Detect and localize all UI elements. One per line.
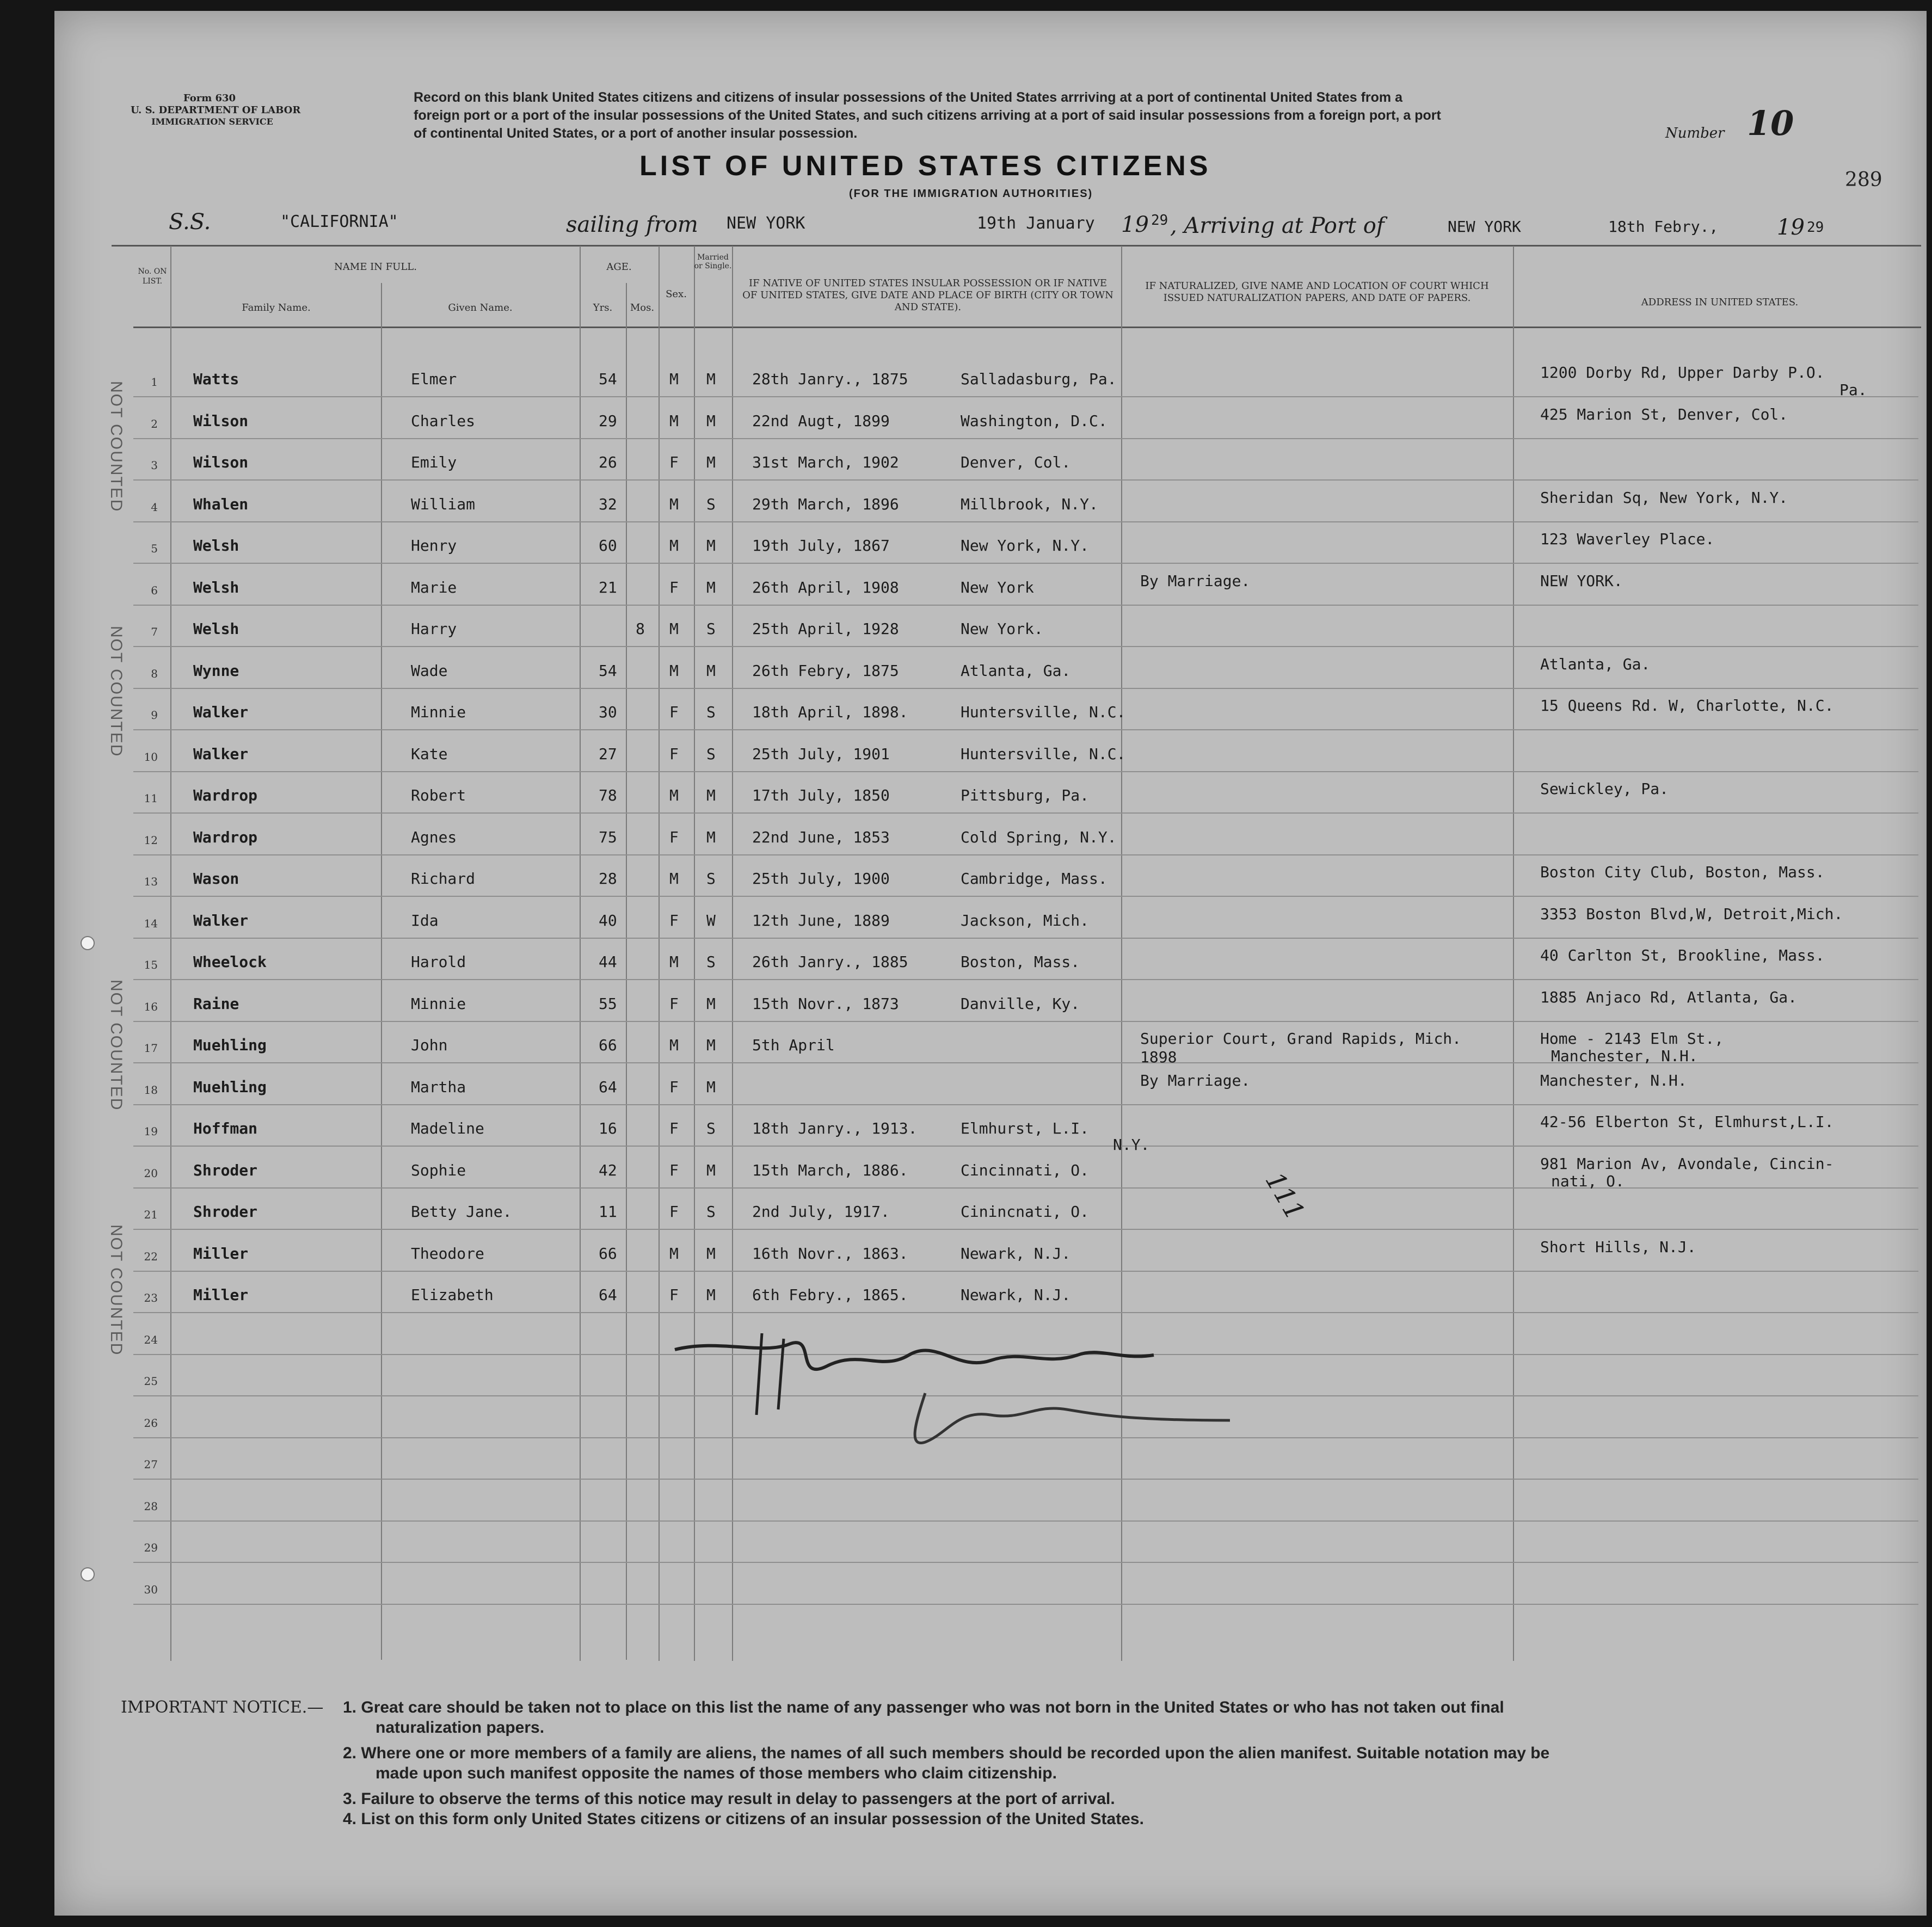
address: 1200 Dorby Rd, Upper Darby P.O. bbox=[1540, 364, 1825, 381]
sex: M bbox=[669, 953, 679, 971]
line-number: 28 bbox=[144, 1499, 158, 1513]
row-rule bbox=[133, 1271, 1918, 1272]
marital-status: M bbox=[706, 1161, 716, 1179]
age-years: 30 bbox=[599, 703, 617, 721]
sex: F bbox=[669, 453, 679, 471]
sex: F bbox=[669, 1161, 679, 1179]
marital-status: M bbox=[706, 1036, 716, 1054]
marital-status: S bbox=[706, 744, 716, 763]
family-name: Welsh bbox=[193, 620, 239, 638]
sailing-from-label: sailing from bbox=[566, 212, 698, 237]
line-number: 30 bbox=[144, 1583, 158, 1596]
row-rule bbox=[133, 688, 1918, 689]
row-rule bbox=[133, 729, 1918, 730]
sex: F bbox=[669, 1203, 679, 1221]
line-number: 6 bbox=[151, 583, 158, 597]
family-name: Miller bbox=[193, 1244, 249, 1263]
birth-place: Millbrook, N.Y. bbox=[961, 495, 1098, 513]
marital-status: M bbox=[706, 661, 716, 680]
line-number: 3 bbox=[151, 459, 158, 472]
col-given-name: Given Name. bbox=[448, 302, 513, 313]
sex: M bbox=[669, 661, 679, 680]
service-label: IMMIGRATION SERVICE bbox=[151, 116, 273, 127]
given-name: Henry bbox=[411, 537, 457, 555]
line-number: 1 bbox=[151, 375, 158, 389]
marital-status: S bbox=[706, 1119, 716, 1137]
line-number: 7 bbox=[151, 625, 158, 638]
age-years: 21 bbox=[599, 578, 617, 596]
notice-item-4: 4. List on this form only United States citizens or citizens of an insular possession of the United States. bbox=[343, 1810, 1144, 1828]
instructions-line-1: Record on this blank United States citizens and citizens of insular possessions of the United States arrriving at a port of continental United States from a bbox=[414, 90, 1402, 105]
sex: F bbox=[669, 703, 679, 721]
birth-date: 19th July, 1867 bbox=[752, 537, 890, 555]
row-rule bbox=[133, 1312, 1918, 1313]
row-rule bbox=[133, 396, 1918, 397]
birth-date: 15th March, 1886. bbox=[752, 1161, 908, 1179]
birth-place: New York bbox=[961, 578, 1034, 596]
age-years: 27 bbox=[599, 744, 617, 763]
naturalization: Superior Court, Grand Rapids, Mich. bbox=[1140, 1030, 1462, 1048]
marital-status: M bbox=[706, 411, 716, 430]
manifest-sheet bbox=[54, 11, 1927, 1916]
family-name: Shroder bbox=[193, 1203, 258, 1221]
family-name: Welsh bbox=[193, 537, 239, 555]
marital-status: M bbox=[706, 828, 716, 846]
col-address: ADDRESS IN UNITED STATES. bbox=[1641, 297, 1799, 308]
family-name: Wardrop bbox=[193, 786, 258, 804]
family-name: Wason bbox=[193, 870, 239, 888]
birth-date: 5th April bbox=[752, 1036, 835, 1054]
birth-place: Washington, D.C. bbox=[961, 411, 1107, 430]
family-name: Shroder bbox=[193, 1161, 258, 1179]
departure-year-prefix: 19 bbox=[1121, 212, 1149, 237]
marital-status: S bbox=[706, 495, 716, 513]
row-rule bbox=[133, 521, 1918, 522]
birth-date: 18th April, 1898. bbox=[752, 703, 908, 721]
age-years: 78 bbox=[599, 786, 617, 804]
age-years: 66 bbox=[599, 1244, 617, 1263]
sex: M bbox=[669, 495, 679, 513]
col-family-name: Family Name. bbox=[242, 302, 311, 313]
address: Short Hills, N.J. bbox=[1540, 1238, 1696, 1256]
col-divider bbox=[580, 246, 581, 1661]
sex: M bbox=[669, 870, 679, 888]
row-rule bbox=[133, 1187, 1918, 1189]
birth-place: Boston, Mass. bbox=[961, 953, 1080, 971]
given-name: Wade bbox=[411, 661, 448, 680]
age-years: 66 bbox=[599, 1036, 617, 1054]
page-subtitle: (FOR THE IMMIGRATION AUTHORITIES) bbox=[849, 188, 1093, 200]
family-name: Walker bbox=[193, 744, 249, 763]
line-number: 11 bbox=[144, 792, 158, 805]
age-years: 40 bbox=[599, 911, 617, 929]
address: 40 Carlton St, Brookline, Mass. bbox=[1540, 946, 1825, 964]
marital-status: M bbox=[706, 1286, 716, 1304]
notice-item-1: 1. Great care should be taken not to place on this list the name of any passenger who was not born in the United States or who has not taken out final bbox=[343, 1698, 1504, 1716]
birth-date: 25th July, 1901 bbox=[752, 744, 890, 763]
birth-place: Denver, Col. bbox=[961, 453, 1071, 471]
age-years: 42 bbox=[599, 1161, 617, 1179]
given-name: William bbox=[411, 495, 476, 513]
birth-date: 22nd June, 1853 bbox=[752, 828, 890, 846]
not-counted-stamp: NOT COUNTED bbox=[107, 980, 125, 1111]
line-number: 23 bbox=[144, 1291, 158, 1304]
given-name: Elizabeth bbox=[411, 1286, 494, 1304]
birth-date: 22nd Augt, 1899 bbox=[752, 411, 890, 430]
birth-place: Cincinnati, O. bbox=[961, 1161, 1090, 1179]
given-name: Emily bbox=[411, 453, 457, 471]
arrival-year-prefix: 19 bbox=[1777, 215, 1805, 240]
family-name: Wilson bbox=[193, 411, 249, 430]
departure-year: 29 bbox=[1151, 212, 1168, 229]
col-divider bbox=[170, 246, 171, 1661]
address-line-2: Pa. bbox=[1839, 381, 1867, 399]
family-name: Raine bbox=[193, 994, 239, 1013]
departure-port: NEW YORK bbox=[727, 214, 805, 233]
row-rule bbox=[133, 438, 1918, 439]
col-no-on-list: No. ON LIST. bbox=[138, 267, 167, 286]
line-number: 15 bbox=[144, 958, 158, 971]
given-name: Harold bbox=[411, 953, 466, 971]
col-divider bbox=[1513, 246, 1514, 1661]
birth-place: Jackson, Mich. bbox=[961, 911, 1090, 929]
birth-date: 26th April, 1908 bbox=[752, 578, 899, 596]
row-rule bbox=[133, 812, 1918, 814]
given-name: Minnie bbox=[411, 703, 466, 721]
age-years: 75 bbox=[599, 828, 617, 846]
col-name-in-full: NAME IN FULL. bbox=[334, 261, 417, 273]
age-years: 16 bbox=[599, 1119, 617, 1137]
marital-status: M bbox=[706, 370, 716, 388]
family-name: Miller bbox=[193, 1286, 249, 1304]
line-number: 14 bbox=[144, 916, 158, 930]
birth-date: 25th July, 1900 bbox=[752, 870, 890, 888]
line-number: 22 bbox=[144, 1249, 158, 1263]
address-line-2: Manchester, N.H. bbox=[1551, 1047, 1698, 1065]
marital-status: S bbox=[706, 703, 716, 721]
family-name: Watts bbox=[193, 370, 239, 388]
birth-place: Atlanta, Ga. bbox=[961, 661, 1071, 680]
marital-status: S bbox=[706, 953, 716, 971]
row-rule bbox=[133, 854, 1918, 855]
line-number: 21 bbox=[144, 1208, 158, 1221]
sex: F bbox=[669, 1286, 679, 1304]
line-number: 27 bbox=[144, 1458, 158, 1471]
naturalization-line-2: 1898 bbox=[1140, 1048, 1177, 1066]
family-name: Muehling bbox=[193, 1078, 267, 1096]
row-rule bbox=[133, 1562, 1918, 1563]
marital-status: S bbox=[706, 620, 716, 638]
family-name: Wynne bbox=[193, 661, 239, 680]
sex: M bbox=[669, 1036, 679, 1054]
age-years: 64 bbox=[599, 1286, 617, 1304]
birth-date: 31st March, 1902 bbox=[752, 453, 899, 471]
family-name: Wheelock bbox=[193, 953, 267, 971]
col-birth: IF NATIVE OF UNITED STATES INSULAR POSSESSION OR IF NATIVE OF UNITED STATES, GIVE DATE AND PLACE OF BIRTH (CITY OR TOWN AND STATE). bbox=[742, 278, 1113, 313]
punch-hole bbox=[81, 1567, 95, 1581]
row-rule bbox=[133, 979, 1918, 980]
punch-hole bbox=[81, 936, 95, 950]
line-number: 4 bbox=[151, 500, 158, 514]
given-name: Agnes bbox=[411, 828, 457, 846]
row-rule bbox=[133, 1021, 1918, 1022]
given-name: Martha bbox=[411, 1078, 466, 1096]
arrival-date: 18th Febry., bbox=[1608, 218, 1719, 236]
given-name: Robert bbox=[411, 786, 466, 804]
row-rule bbox=[133, 771, 1918, 772]
line-number: 13 bbox=[144, 875, 158, 888]
sex: F bbox=[669, 744, 679, 763]
marital-status: S bbox=[706, 870, 716, 888]
address: 42-56 Elberton St, Elmhurst,L.I. bbox=[1540, 1113, 1834, 1131]
line-number: 5 bbox=[151, 542, 158, 555]
address: 981 Marion Av, Avondale, Cincin- bbox=[1540, 1154, 1834, 1173]
birth-date: 2nd July, 1917. bbox=[752, 1203, 890, 1221]
row-rule bbox=[133, 896, 1918, 897]
age-years: 26 bbox=[599, 453, 617, 471]
row-rule bbox=[133, 646, 1918, 647]
number-value: 10 bbox=[1747, 103, 1794, 143]
age-years: 28 bbox=[599, 870, 617, 888]
age-years: 11 bbox=[599, 1203, 617, 1221]
given-name: Minnie bbox=[411, 994, 466, 1013]
sex: M bbox=[669, 411, 679, 430]
ship-name: "CALIFORNIA" bbox=[280, 212, 398, 231]
col-naturalized: IF NATURALIZED, GIVE NAME AND LOCATION OF COURT WHICH ISSUED NATURALIZATION PAPERS, AND DATE OF PAPERS. bbox=[1145, 280, 1489, 304]
department-label: U. S. DEPARTMENT OF LABOR bbox=[131, 104, 301, 116]
sex: M bbox=[669, 370, 679, 388]
age-years: 54 bbox=[599, 370, 617, 388]
age-years: 54 bbox=[599, 661, 617, 680]
birth-date: 29th March, 1896 bbox=[752, 495, 899, 513]
birth-place: Salladasburg, Pa. bbox=[961, 370, 1117, 388]
birth-date: 28th Janry., 1875 bbox=[752, 370, 908, 388]
address: NEW YORK. bbox=[1540, 571, 1623, 590]
family-name: Walker bbox=[193, 911, 249, 929]
naturalization: By Marriage. bbox=[1140, 1071, 1251, 1089]
row-rule bbox=[133, 605, 1918, 606]
row-rule bbox=[133, 1229, 1918, 1230]
line-number: 10 bbox=[144, 750, 158, 764]
family-name: Hoffman bbox=[193, 1119, 258, 1137]
birth-place: Cold Spring, N.Y. bbox=[961, 828, 1117, 846]
family-name: Walker bbox=[193, 703, 249, 721]
given-name: Ida bbox=[411, 911, 439, 929]
family-name: Welsh bbox=[193, 578, 239, 596]
birth-date: 16th Novr., 1863. bbox=[752, 1244, 908, 1263]
sex: F bbox=[669, 911, 679, 929]
marital-status: W bbox=[706, 911, 716, 929]
sex: M bbox=[669, 786, 679, 804]
sex: M bbox=[669, 620, 679, 638]
sex: F bbox=[669, 578, 679, 596]
row-rule bbox=[133, 1520, 1918, 1522]
address-line-2: nati, O. bbox=[1551, 1172, 1625, 1190]
given-name: Marie bbox=[411, 578, 457, 596]
line-number: 29 bbox=[144, 1541, 158, 1554]
birth-place: New York. bbox=[961, 620, 1043, 638]
address: Atlanta, Ga. bbox=[1540, 655, 1651, 673]
col-divider bbox=[626, 283, 627, 1660]
col-divider bbox=[381, 283, 382, 1660]
line-number: 24 bbox=[144, 1333, 158, 1346]
notice-item-2-cont: made upon such manifest opposite the names of those members who claim citizenship. bbox=[376, 1764, 1057, 1782]
table-top-rule bbox=[112, 245, 1921, 247]
given-name: Betty Jane. bbox=[411, 1203, 512, 1221]
birth-date: 6th Febry., 1865. bbox=[752, 1286, 908, 1304]
given-name: Theodore bbox=[411, 1244, 484, 1263]
given-name: Richard bbox=[411, 870, 476, 888]
number-label: Number bbox=[1665, 125, 1725, 141]
form-number: Form 630 bbox=[183, 93, 236, 104]
row-rule bbox=[133, 563, 1918, 564]
birth-date: 17th July, 1850 bbox=[752, 786, 890, 804]
birth-place: Elmhurst, L.I. bbox=[961, 1119, 1090, 1137]
line-number: 17 bbox=[144, 1042, 158, 1055]
given-name: Kate bbox=[411, 744, 448, 763]
row-rule bbox=[133, 1604, 1918, 1605]
row-rule bbox=[133, 1104, 1918, 1105]
sex: M bbox=[669, 537, 679, 555]
col-married-or-single: Married or Single. bbox=[694, 253, 732, 270]
instructions-line-3: of continental United States, or a port of another insular possession. bbox=[414, 126, 858, 141]
notice-item-2: 2. Where one or more members of a family are aliens, the names of all such members should be recorded upon the alien manifest. Suitable notation may be bbox=[343, 1744, 1550, 1762]
line-number: 9 bbox=[151, 709, 158, 722]
not-counted-stamp: NOT COUNTED bbox=[107, 1224, 125, 1356]
birth-date: 15th Novr., 1873 bbox=[752, 994, 899, 1013]
marital-status: M bbox=[706, 1078, 716, 1096]
marital-status: M bbox=[706, 994, 716, 1013]
given-name: Madeline bbox=[411, 1119, 484, 1137]
birth-date: 25th April, 1928 bbox=[752, 620, 899, 638]
birth-place: Pittsburg, Pa. bbox=[961, 786, 1090, 804]
given-name: John bbox=[411, 1036, 448, 1054]
arriving-label: , Arriving at Port of bbox=[1170, 213, 1385, 238]
age-years: 32 bbox=[599, 495, 617, 513]
address: Sewickley, Pa. bbox=[1540, 780, 1669, 798]
sex: M bbox=[669, 1244, 679, 1263]
marital-status: S bbox=[706, 1203, 716, 1221]
birth-place-line-2: N.Y. bbox=[1113, 1136, 1150, 1154]
birth-place: Huntersville, N.C. bbox=[961, 703, 1126, 721]
birth-place: Danville, Ky. bbox=[961, 994, 1080, 1013]
birth-place: Newark, N.J. bbox=[961, 1244, 1071, 1263]
col-yrs: Yrs. bbox=[593, 302, 613, 313]
notice-item-3: 3. Failure to observe the terms of this notice may result in delay to passengers at the port of arrival. bbox=[343, 1790, 1115, 1808]
address: 3353 Boston Blvd,W, Detroit,Mich. bbox=[1540, 904, 1843, 923]
sex: F bbox=[669, 994, 679, 1013]
line-number: 26 bbox=[144, 1416, 158, 1430]
line-number: 2 bbox=[151, 417, 158, 430]
marital-status: M bbox=[706, 578, 716, 596]
page-number: 289 bbox=[1845, 169, 1882, 191]
line-number: 12 bbox=[144, 833, 158, 847]
birth-date: 12th June, 1889 bbox=[752, 911, 890, 929]
birth-place: Cinincnati, O. bbox=[961, 1203, 1090, 1221]
age-years: 44 bbox=[599, 953, 617, 971]
col-mos: Mos. bbox=[630, 302, 655, 313]
birth-date: 26th Janry., 1885 bbox=[752, 953, 908, 971]
birth-place: Huntersville, N.C. bbox=[961, 744, 1126, 763]
given-name: Harry bbox=[411, 620, 457, 638]
family-name: Wardrop bbox=[193, 828, 258, 846]
line-number: 19 bbox=[144, 1125, 158, 1138]
given-name: Charles bbox=[411, 411, 476, 430]
header-bottom-rule bbox=[133, 327, 1921, 328]
address: Manchester, N.H. bbox=[1540, 1071, 1687, 1089]
notice-heading: IMPORTANT NOTICE.— bbox=[121, 1698, 324, 1717]
row-rule bbox=[133, 938, 1918, 939]
address: Home - 2143 Elm St., bbox=[1540, 1030, 1724, 1048]
line-number: 18 bbox=[144, 1083, 158, 1097]
marital-status: M bbox=[706, 786, 716, 804]
col-age: AGE. bbox=[606, 261, 632, 273]
address: Boston City Club, Boston, Mass. bbox=[1540, 863, 1825, 881]
line-number: 20 bbox=[144, 1166, 158, 1180]
instructions-line-2: foreign port or a port of the insular possessions of the United States, and such citizens arriving at a port of said insular possessions from a foreign port, a port bbox=[414, 108, 1441, 123]
family-name: Muehling bbox=[193, 1036, 267, 1054]
sex: F bbox=[669, 1078, 679, 1096]
marital-status: M bbox=[706, 453, 716, 471]
page-title: LIST OF UNITED STATES CITIZENS bbox=[639, 150, 1211, 182]
given-name: Sophie bbox=[411, 1161, 466, 1179]
line-number: 8 bbox=[151, 667, 158, 680]
address: 15 Queens Rd. W, Charlotte, N.C. bbox=[1540, 697, 1834, 715]
sex: F bbox=[669, 828, 679, 846]
address: Sheridan Sq, New York, N.Y. bbox=[1540, 488, 1788, 507]
address: 1885 Anjaco Rd, Atlanta, Ga. bbox=[1540, 988, 1798, 1006]
given-name: Elmer bbox=[411, 370, 457, 388]
arrival-year: 29 bbox=[1807, 219, 1824, 236]
birth-place: Newark, N.J. bbox=[961, 1286, 1071, 1304]
handwritten-number: 111 bbox=[1259, 1167, 1310, 1226]
line-number: 25 bbox=[144, 1375, 158, 1388]
sex: F bbox=[669, 1119, 679, 1137]
birth-place: New York, N.Y. bbox=[961, 537, 1090, 555]
inspector-signature bbox=[653, 1317, 1252, 1458]
birth-date: 26th Febry, 1875 bbox=[752, 661, 899, 680]
address: 425 Marion St, Denver, Col. bbox=[1540, 405, 1788, 423]
departure-date: 19th January bbox=[977, 214, 1095, 233]
birth-place: Cambridge, Mass. bbox=[961, 870, 1107, 888]
col-sex: Sex. bbox=[666, 288, 687, 300]
age-months: 8 bbox=[636, 620, 645, 638]
row-rule bbox=[133, 1146, 1918, 1147]
address: 123 Waverley Place. bbox=[1540, 530, 1715, 548]
ss-label: S.S. bbox=[169, 210, 211, 235]
not-counted-stamp: NOT COUNTED bbox=[107, 626, 125, 758]
family-name: Whalen bbox=[193, 495, 249, 513]
age-years: 60 bbox=[599, 537, 617, 555]
line-number: 16 bbox=[144, 1000, 158, 1013]
row-rule bbox=[133, 1479, 1918, 1480]
age-years: 55 bbox=[599, 994, 617, 1013]
marital-status: M bbox=[706, 1244, 716, 1263]
notice-item-1-cont: naturalization papers. bbox=[376, 1719, 545, 1737]
not-counted-stamp: NOT COUNTED bbox=[107, 381, 125, 513]
marital-status: M bbox=[706, 537, 716, 555]
row-rule bbox=[133, 479, 1918, 481]
arrival-port: NEW YORK bbox=[1448, 218, 1521, 236]
age-years: 64 bbox=[599, 1078, 617, 1096]
age-years: 29 bbox=[599, 411, 617, 430]
birth-date: 18th Janry., 1913. bbox=[752, 1119, 918, 1137]
family-name: Wilson bbox=[193, 453, 249, 471]
naturalization: By Marriage. bbox=[1140, 571, 1251, 590]
